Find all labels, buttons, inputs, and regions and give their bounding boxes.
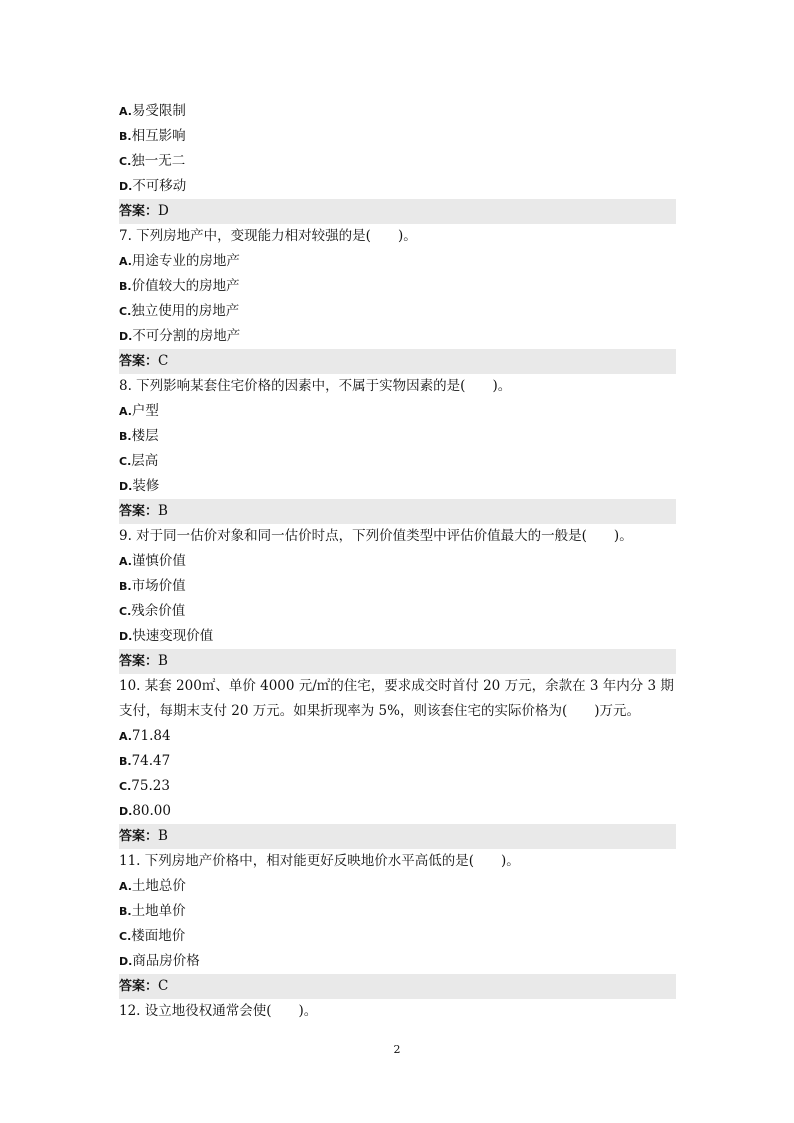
option-text: 相互影响 <box>131 128 186 144</box>
answer-value: B <box>158 653 168 669</box>
question-stem: 7. 下列房地产中，变现能力相对较强的是( )。 <box>119 228 417 244</box>
answer-row <box>119 824 676 849</box>
answer-value: C <box>158 353 169 369</box>
answer-label: 答案： <box>119 504 159 519</box>
option-letter: C. <box>119 155 132 168</box>
option-letter: D. <box>119 330 133 343</box>
option-letter: B. <box>119 430 132 443</box>
option-text: 装修 <box>132 478 160 494</box>
answer-option <box>119 924 676 949</box>
option-text: 价值较大的房地产 <box>131 278 240 294</box>
answer-option <box>119 99 676 124</box>
option-letter: D. <box>119 180 133 193</box>
answer-label: 答案： <box>119 354 159 369</box>
option-text: 残余价值 <box>131 603 186 619</box>
option-text: 楼面地价 <box>131 928 186 944</box>
answer-value: D <box>158 203 169 219</box>
answer-option <box>119 599 676 624</box>
question-stem: 11. 下列房地产价格中，相对能更好反映地价水平高低的是( )。 <box>119 853 520 869</box>
answer-option <box>119 724 676 749</box>
option-text: 独立使用的房地产 <box>131 303 240 319</box>
option-text: 户型 <box>131 403 159 419</box>
answer-label: 答案： <box>119 204 159 219</box>
option-text: 市场价值 <box>131 578 186 594</box>
option-letter: D. <box>119 955 133 968</box>
option-letter: D. <box>119 805 133 818</box>
answer-label: 答案： <box>119 979 159 994</box>
option-text: 80.00 <box>132 803 171 819</box>
answer-option <box>119 274 676 299</box>
answer-option <box>119 174 676 199</box>
option-text: 商品房价格 <box>132 953 200 969</box>
option-letter: A. <box>119 555 132 568</box>
answer-row <box>119 974 676 999</box>
answer-option <box>119 324 676 349</box>
answer-option <box>119 749 676 774</box>
question-stem-continued: 支付，每期末支付 20 万元。如果折现率为 5%，则该套住宅的实际价格为( )万元。 <box>119 703 641 719</box>
answer-row <box>119 499 676 524</box>
answer-value: B <box>158 828 168 844</box>
answer-option <box>119 624 676 649</box>
answer-option <box>119 299 676 324</box>
answer-value: B <box>158 503 168 519</box>
answer-option <box>119 399 676 424</box>
answer-option <box>119 899 676 924</box>
answer-option <box>119 424 676 449</box>
answer-option <box>119 149 676 174</box>
option-text: 不可移动 <box>132 178 187 194</box>
answer-option <box>119 799 676 824</box>
option-text: 易受限制 <box>131 103 186 119</box>
answer-label: 答案： <box>119 654 159 669</box>
option-text: 71.84 <box>131 728 171 744</box>
answer-option <box>119 249 676 274</box>
option-text: 74.47 <box>131 753 171 769</box>
option-letter: D. <box>119 630 133 643</box>
option-text: 土地总价 <box>131 878 186 894</box>
answer-option <box>119 774 676 799</box>
option-letter: B. <box>119 130 132 143</box>
answer-row <box>119 199 676 224</box>
option-text: 75.23 <box>131 778 170 794</box>
option-letter: C. <box>119 605 132 618</box>
option-letter: D. <box>119 480 133 493</box>
option-letter: A. <box>119 255 132 268</box>
option-text: 层高 <box>131 453 159 469</box>
option-letter: B. <box>119 580 132 593</box>
option-text: 土地单价 <box>131 903 186 919</box>
question-list <box>119 99 676 1024</box>
option-letter: B. <box>119 280 132 293</box>
option-letter: A. <box>119 730 132 743</box>
option-letter: A. <box>119 105 132 118</box>
page-number: 2 <box>393 1043 401 1056</box>
answer-value: C <box>158 978 169 994</box>
answer-option <box>119 124 676 149</box>
option-letter: A. <box>119 880 132 893</box>
answer-option <box>119 449 676 474</box>
answer-option <box>119 474 676 499</box>
option-letter: C. <box>119 930 132 943</box>
option-letter: B. <box>119 905 132 918</box>
option-text: 楼层 <box>131 428 159 444</box>
option-letter: C. <box>119 780 132 793</box>
option-text: 独一无二 <box>131 153 186 169</box>
question-stem: 10. 某套 200㎡、单价 4000 元/㎡的住宅，要求成交时首付 20 万元，余款在 3 年内分 3 期 <box>119 678 674 694</box>
question-stem: 9. 对于同一估价对象和同一估价时点，下列价值类型中评估价值最大的一般是( )。 <box>119 528 633 544</box>
option-text: 谨慎价值 <box>131 553 186 569</box>
answer-option <box>119 874 676 899</box>
answer-option <box>119 949 676 974</box>
option-letter: B. <box>119 755 132 768</box>
option-letter: A. <box>119 405 132 418</box>
answer-label: 答案： <box>119 829 159 844</box>
option-text: 快速变现价值 <box>132 628 214 644</box>
option-letter: C. <box>119 305 132 318</box>
option-letter: C. <box>119 455 132 468</box>
option-text: 不可分割的房地产 <box>132 328 241 344</box>
question-stem: 8. 下列影响某套住宅价格的因素中，不属于实物因素的是( )。 <box>119 378 512 394</box>
answer-row <box>119 349 676 374</box>
answer-option <box>119 549 676 574</box>
option-text: 用途专业的房地产 <box>131 253 240 269</box>
answer-option <box>119 574 676 599</box>
question-stem: 12. 设立地役权通常会使( )。 <box>119 1003 318 1019</box>
answer-row <box>119 649 676 674</box>
